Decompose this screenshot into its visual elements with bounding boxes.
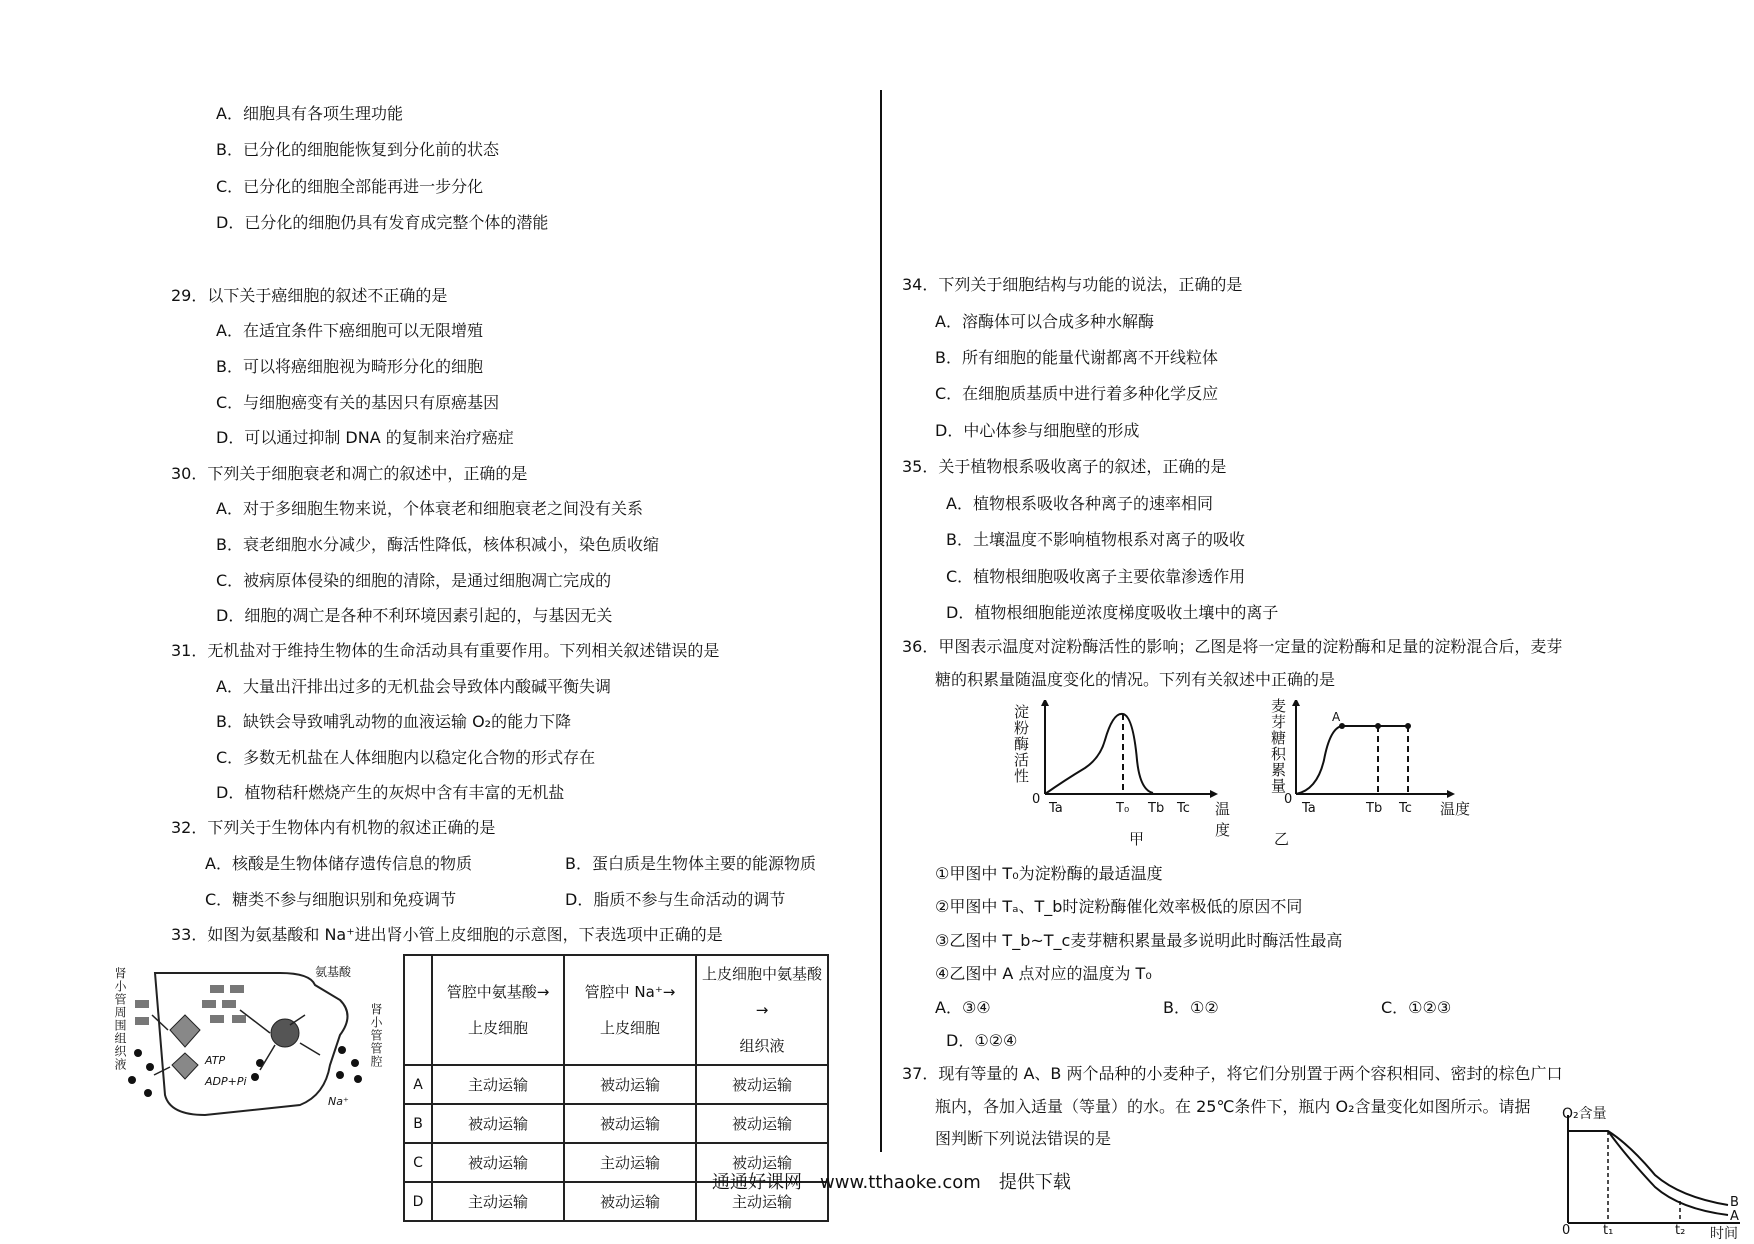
q35-stem: 35．关于植物根系吸收离子的叙述，正确的是 [902,457,1227,476]
q36-stem-line2: 糖的积累量随温度变化的情况。下列有关叙述中正确的是 [935,670,1336,689]
arrow [300,1043,320,1055]
q29-option-c: C．与细胞癌变有关的基因只有原癌基因 [216,393,500,412]
na-dot [144,1089,152,1097]
q28-option-b: B．已分化的细胞能恢复到分化前的状态 [216,140,499,159]
carrier-protein-top [170,1015,200,1047]
arrow [260,1045,275,1070]
amino-acid-label: 氨基酸 [315,965,352,979]
row-letter: D [404,1182,432,1221]
o2-graph [1560,1105,1750,1240]
q36-choice-d: D．①②④ [946,1031,1018,1050]
tb-label: Tb [1148,801,1165,816]
q35-option-d: D．植物根细胞能逆浓度梯度吸收土壤中的离子 [946,603,1279,622]
q36-statement-4: ④乙图中 A 点对应的温度为 T₀ [935,964,1152,983]
q32-stem: 32．下列关于生物体内有机物的叙述正确的是 [171,818,496,837]
na-label: Na⁺ [328,1095,349,1108]
tubule-lumen-label: 肾小管管腔 [369,1003,383,1068]
origin-label: 0 [1562,1223,1571,1238]
na-dot [251,1073,259,1081]
amino-acid-block [230,985,244,993]
q36-statement-1: ①甲图中 T₀为淀粉酶的最适温度 [935,864,1163,883]
table-cell: 主动运输 [564,1143,696,1182]
ta-label: Ta [1049,801,1063,816]
q30-option-b: B．衰老细胞水分减少，酶活性降低，核体积减小，染色质收缩 [216,535,659,554]
table-cell: 被动运输 [564,1182,696,1221]
o2-graph-svg [1560,1105,1750,1240]
y-axis-label: O₂含量 [1562,1106,1607,1122]
q30-option-c: C．被病原体侵染的细胞的清除，是通过细胞凋亡完成的 [216,571,612,590]
tb-label: Tb [1366,801,1383,816]
table-header: 上皮细胞中氨基酸→ 组织液 [696,955,828,1065]
q28-option-c: C．已分化的细胞全部能再进一步分化 [216,177,484,196]
table-header-row [404,955,828,1065]
q33-stem: 33．如图为氨基酸和 Na⁺进出肾小管上皮细胞的示意图，下表选项中正确的是 [171,925,723,944]
q37-stem-line1: 37．现有等量的 A、B 两个品种的小麦种子，将它们分别置于两个容积相同、密封的棕色广口 [902,1064,1563,1083]
table-cell: 主动运输 [432,1182,564,1221]
table-cell: 被动运输 [696,1143,828,1182]
na-dot [128,1076,136,1084]
q36-stem-line1: 36．甲图表示温度对淀粉酶活性的影响；乙图是将一定量的淀粉酶和足量的淀粉混合后，麦芽 [902,637,1563,656]
table-cell: 主动运输 [696,1182,828,1221]
table-corner [404,955,432,1065]
ta-label: Ta [1302,801,1316,816]
table-header: 管腔中 Na⁺→ 上皮细胞 [564,955,696,1065]
q29-option-b: B．可以将癌细胞视为畸形分化的细胞 [216,357,483,376]
amino-acid-block [210,1015,224,1023]
q35-option-b: B．土壤温度不影响植物根系对离子的吸收 [946,530,1245,549]
q34-option-c: C．在细胞质基质中进行着多种化学反应 [935,384,1219,403]
q32-option-d: D．脂质不参与生命活动的调节 [565,890,786,909]
q28-option-d: D．已分化的细胞仍具有发育成完整个体的潜能 [216,213,549,232]
table-cell: 被动运输 [432,1104,564,1143]
table-row [404,1104,828,1143]
q31-option-b: B．缺铁会导致哺乳动物的血液运输 O₂的能力下降 [216,712,572,731]
table-cell: 被动运输 [696,1104,828,1143]
channel-protein [271,1019,299,1047]
q36-statement-2: ②甲图中 Tₐ、T_b时淀粉酶催化效率极低的原因不同 [935,897,1303,916]
graph-jia-svg [1005,700,1235,850]
q30-option-d: D．细胞的凋亡是各种不利环境因素引起的，与基因无关 [216,606,613,625]
arrow [290,1015,305,1025]
na-dot [338,1046,346,1054]
q30-stem: 30．下列关于细胞衰老和凋亡的叙述中，正确的是 [171,464,528,483]
table-cell: 被动运输 [432,1143,564,1182]
q32-option-c: C．糖类不参与细胞识别和免疫调节 [205,890,457,909]
tc-label: Tc [1177,801,1190,816]
row-letter: C [404,1143,432,1182]
row-letter: A [404,1065,432,1104]
curve-a-label: A [1730,1209,1739,1224]
q36-choice-b: B．①② [1163,998,1219,1017]
tc-label: Tc [1399,801,1412,816]
caption-jia: 甲 [1129,830,1145,848]
y-axis-label: 淀粉酶活性 [1012,704,1030,784]
curve-b [1568,1131,1728,1205]
interstitial-fluid-label: 肾小管周围组织液 [113,967,127,1071]
q31-option-a: A．大量出汗排出过多的无机盐会导致体内酸碱平衡失调 [216,677,611,696]
amino-acid-block [232,1015,246,1023]
q28-option-a: A．细胞具有各项生理功能 [216,104,403,123]
q31-stem: 31．无机盐对于维持生物体的生命活动具有重要作用。下列相关叙述错误的是 [171,641,720,660]
table-cell: 被动运输 [696,1065,828,1104]
accumulation-curve [1296,726,1408,794]
carrier-protein-bottom [172,1053,198,1079]
atp-label: ATP [205,1054,226,1067]
graph-jia [1005,700,1235,850]
q37-stem-line2: 瓶内，各加入适量（等量）的水。在 25℃条件下，瓶内 O₂含量变化如图所示。请据 [935,1097,1531,1116]
origin-label: 0 [1284,792,1293,807]
q35-option-a: A．植物根系吸收各种离子的速率相同 [946,494,1213,513]
q37-stem-line3: 图判断下列说法错误的是 [935,1129,1112,1148]
na-dot [146,1063,154,1071]
caption-yi: 乙 [1274,830,1290,848]
activity-curve [1045,714,1153,794]
graph-yi [1262,700,1492,850]
q36-choice-a: A．③④ [935,998,991,1017]
q29-option-a: A．在适宜条件下癌细胞可以无限增殖 [216,321,483,340]
kidney-cell-diagram [110,955,390,1125]
x-axis-arrow [1210,790,1218,798]
y-axis-arrow [1292,700,1300,706]
table-cell: 被动运输 [564,1065,696,1104]
table-cell: 主动运输 [432,1065,564,1104]
amino-acid-block [135,1017,149,1025]
q35-option-c: C．植物根细胞吸收离子主要依靠渗透作用 [946,567,1246,586]
curve-b-label: B [1730,1195,1739,1210]
point-a-label: A [1332,710,1341,724]
q29-stem: 29．以下关于癌细胞的叙述不正确的是 [171,286,448,305]
amino-acid-block [202,1000,216,1008]
x-axis-label: 温度 [1440,800,1471,818]
q29-option-d: D．可以通过抑制 DNA 的复制来治疗癌症 [216,428,514,447]
row-letter: B [404,1104,432,1143]
column-divider [880,90,882,1152]
t1-label: t₁ [1603,1223,1614,1238]
q36-statement-3: ③乙图中 T_b~T_c麦芽糖积累量最多说明此时酶活性最高 [935,931,1343,950]
x-axis-label: 温度 [1215,800,1231,839]
page-footer: 通通好课网 www.tthaoke.com 提供下载 [712,1172,1071,1193]
q32-option-b: B．蛋白质是生物体主要的能源物质 [565,854,816,873]
na-dot [354,1075,362,1083]
x-axis-label: 时间 [1710,1226,1738,1242]
graph-yi-svg [1262,700,1492,850]
q32-option-a: A．核酸是生物体储存遗传信息的物质 [205,854,472,873]
x-axis-arrow [1447,790,1455,798]
q36-choice-c: C．①②③ [1381,998,1452,1017]
amino-acid-block [135,1000,149,1008]
na-dot [351,1059,359,1067]
q34-option-d: D．中心体参与细胞壁的形成 [935,421,1140,440]
y-axis-arrow [1041,700,1049,706]
q31-option-d: D．植物秸秆燃烧产生的灰烬中含有丰富的无机盐 [216,783,565,802]
t2-label: t₂ [1675,1223,1686,1238]
q34-option-a: A．溶酶体可以合成多种水解酶 [935,312,1154,331]
t0-label: T₀ [1116,801,1130,816]
amino-acid-block [222,1000,236,1008]
q31-option-c: C．多数无机盐在人体细胞内以稳定化合物的形式存在 [216,748,596,767]
amino-acid-block [210,985,224,993]
na-dot [336,1071,344,1079]
na-dot [134,1049,142,1057]
q34-option-b: B．所有细胞的能量代谢都离不开线粒体 [935,348,1218,367]
q34-stem: 34．下列关于细胞结构与功能的说法，正确的是 [902,275,1243,294]
adp-label: ADP+Pi [205,1075,247,1088]
q30-option-a: A．对于多细胞生物来说，个体衰老和细胞衰老之间没有关系 [216,499,643,518]
table-header: 管腔中氨基酸→ 上皮细胞 [432,955,564,1065]
table-cell: 被动运输 [564,1104,696,1143]
table-row [404,1065,828,1104]
y-axis-label: 麦芽糖积累量 [1269,698,1287,794]
origin-label: 0 [1032,792,1041,807]
